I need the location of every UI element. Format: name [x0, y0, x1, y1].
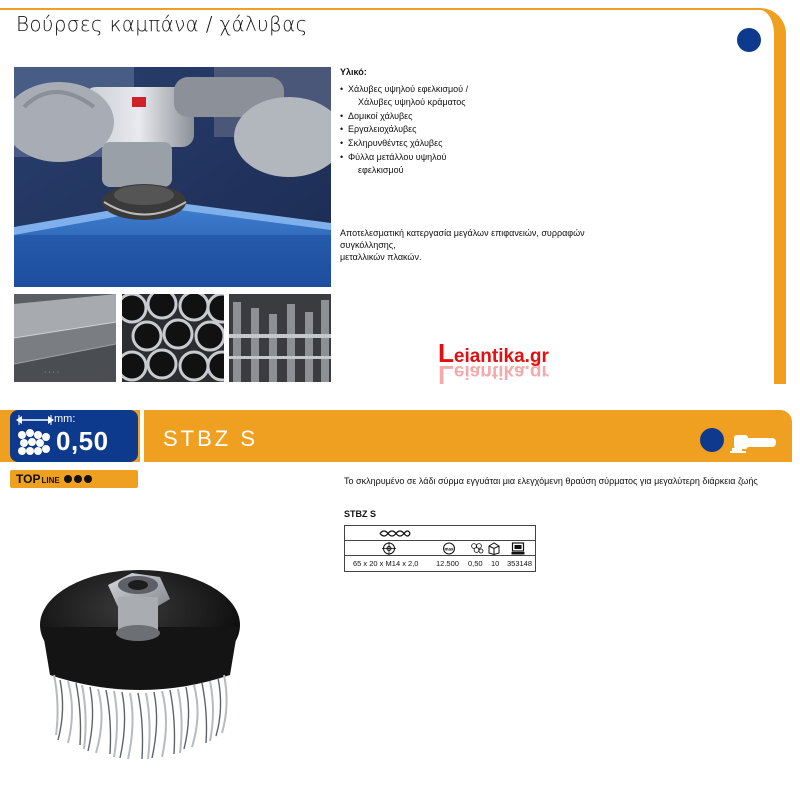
- application-description: [340, 227, 640, 263]
- leiantika-logo: [438, 338, 568, 390]
- svg-text:· · · ·: · · · ·: [44, 369, 60, 376]
- rpm-cell: 12.500: [436, 559, 459, 568]
- wire-thickness-icon: [470, 542, 484, 555]
- wire-bundle-icon: [16, 429, 52, 457]
- wire-cell: 0,50: [468, 559, 483, 568]
- list-item: • Σκληρυνθέντες χάλυβες: [340, 137, 640, 151]
- product-title: STBZ S: [163, 426, 259, 451]
- list-item: εφελκισμού: [358, 165, 404, 176]
- material-title: Υλικό:: [340, 67, 367, 77]
- svg-text:max: max: [444, 546, 454, 552]
- logo-rest: eiantika.gr: [453, 346, 549, 367]
- package-icon: [488, 542, 500, 555]
- spec-table-label: STBZ S: [344, 509, 377, 519]
- twisted-knot-icon: [379, 529, 411, 538]
- list-item: Χάλυβες υψηλού κράματος: [358, 97, 466, 108]
- spec-table-header-1: [345, 526, 535, 541]
- table-row: [345, 556, 535, 571]
- application-line: μεταλλικών πλακών.: [340, 252, 422, 262]
- wire-thickness-badge: [10, 410, 138, 462]
- page-title: Βούρσες καμπάνα / χάλυβας: [16, 12, 308, 36]
- cup-brush-photo: [20, 555, 255, 775]
- application-line: Αποτελεσματική κατεργασία μεγάλων επιφανειών, συρραφών συγκόλλησης,: [340, 228, 585, 250]
- material-section: [340, 66, 640, 178]
- dimension-cell: 65 x 20 x M14 x 2,0: [353, 559, 419, 568]
- logo-reflection-rest: eiantika.gr: [453, 361, 549, 382]
- pack-cell: 10: [491, 559, 500, 568]
- logo-first-letter: L: [438, 338, 454, 368]
- measure-arrow-icon: [16, 414, 54, 426]
- rpm-max-icon: [442, 542, 456, 555]
- blue-dot-icon: [737, 28, 761, 52]
- code-cell: 353148: [507, 559, 533, 568]
- dimension-icon: [382, 542, 396, 555]
- mm-label: mm:: [54, 413, 76, 425]
- angle-grinder-photo: [14, 67, 331, 287]
- angle-grinder-icon: [730, 432, 780, 454]
- topline-badge: [10, 470, 138, 488]
- logo-reflection-first-letter: L: [438, 360, 454, 390]
- steel-plates-photo: [14, 294, 116, 382]
- list-item: • Δομικοί χάλυβες: [340, 110, 640, 124]
- list-item: • Φύλλα μετάλλου υψηλού: [340, 151, 640, 165]
- product-description: Το σκληρυμένο σε λάδι σύρμα εγγυάται μια ελεγχόμενη θραύση σύρματος για μεγαλύτερη διάρκεια ζωής: [344, 476, 758, 486]
- topline-sub: LINE: [41, 475, 60, 485]
- list-item: • Εργαλειοχάλυβες: [340, 123, 640, 137]
- steel-beams-photo: [229, 294, 331, 382]
- spec-table-header-2: [345, 541, 535, 556]
- wire-thickness-value: 0,50: [56, 426, 109, 456]
- list-item: • Χάλυβες υψηλού εφελκισμού /: [340, 83, 640, 97]
- spec-table: [344, 525, 536, 572]
- blue-dot-icon: [700, 428, 724, 452]
- computer-code-icon: [511, 542, 525, 555]
- topline-dots-icon: [64, 475, 94, 483]
- topline-main: TOP: [16, 472, 41, 486]
- steel-pipes-photo: [122, 294, 224, 382]
- material-list: [340, 83, 640, 178]
- logo-reflection: [438, 360, 549, 390]
